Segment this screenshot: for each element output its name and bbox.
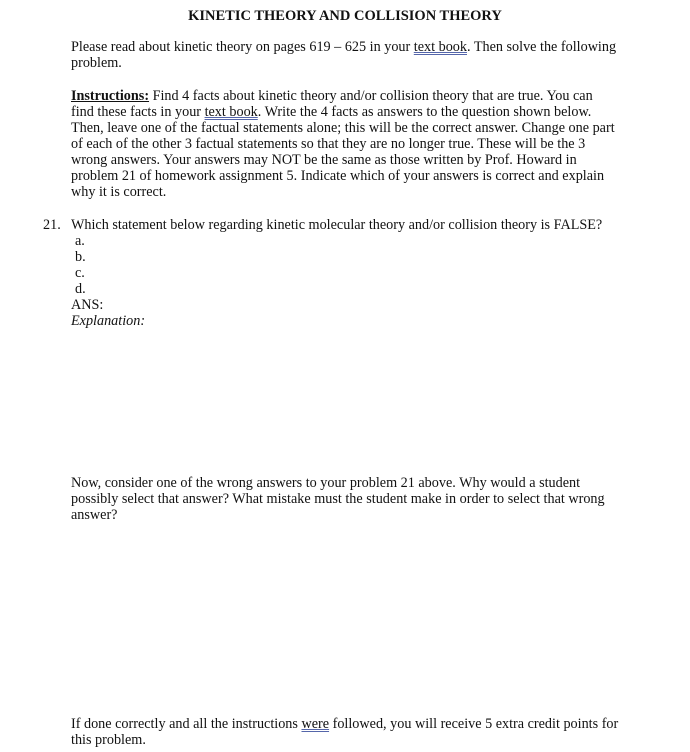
choice-c: c. [75,265,85,281]
followup-paragraph: Now, consider one of the wrong answers to your problem 21 above. Why would a student possibly select that answer? What mistake must the student make in order to select that wrong answer? [71,475,605,523]
document-title: KINETIC THEORY AND COLLISION THEORY [188,8,502,24]
intro-textbook-word: text book [413,39,467,55]
question-number: 21. [43,217,61,233]
choice-a: a. [75,233,85,249]
answer-choices [71,233,86,297]
closing-text-post: followed, you will receive 5 extra credit points for this problem. [71,716,619,748]
closing-text-pre: If done correctly and all the instructions [71,716,302,732]
closing-paragraph [71,716,619,748]
explanation-label: Explanation: [71,313,146,329]
choice-b: b. [75,249,86,265]
intro-text-post: . Then solve the following problem. [71,39,617,71]
intro-paragraph [71,39,619,71]
instructions-textbook-word: text book [204,104,258,120]
instructions-text-part1: Find 4 facts about kinetic theory and/or collision theory that are true. You can find these facts in your [71,88,593,120]
instructions-text-part2: . Write the 4 facts as answers to the question shown below. Then, leave one of the factual statements alone; this will be the correct answer. Change one part of each of the other 3 factual statements so that they are no longer true. These will be the 3 wrong answers. Your answers may NOT be the same as those written by Prof. Howard in problem 21 of homework assignment 5. Indicate which of your answers is correct and explain why it is correct. [71,104,615,200]
choice-d: d. [75,281,86,297]
intro-text-pre: Please read about kinetic theory on pages 619 – 625 in your [71,39,414,55]
instructions-paragraph [71,88,619,200]
answer-label: ANS: [71,297,104,313]
question-text: Which statement below regarding kinetic molecular theory and/or collision theory is FALSE? [71,217,603,233]
instructions-label: Instructions: [71,88,150,104]
closing-were-word: were [301,716,330,732]
